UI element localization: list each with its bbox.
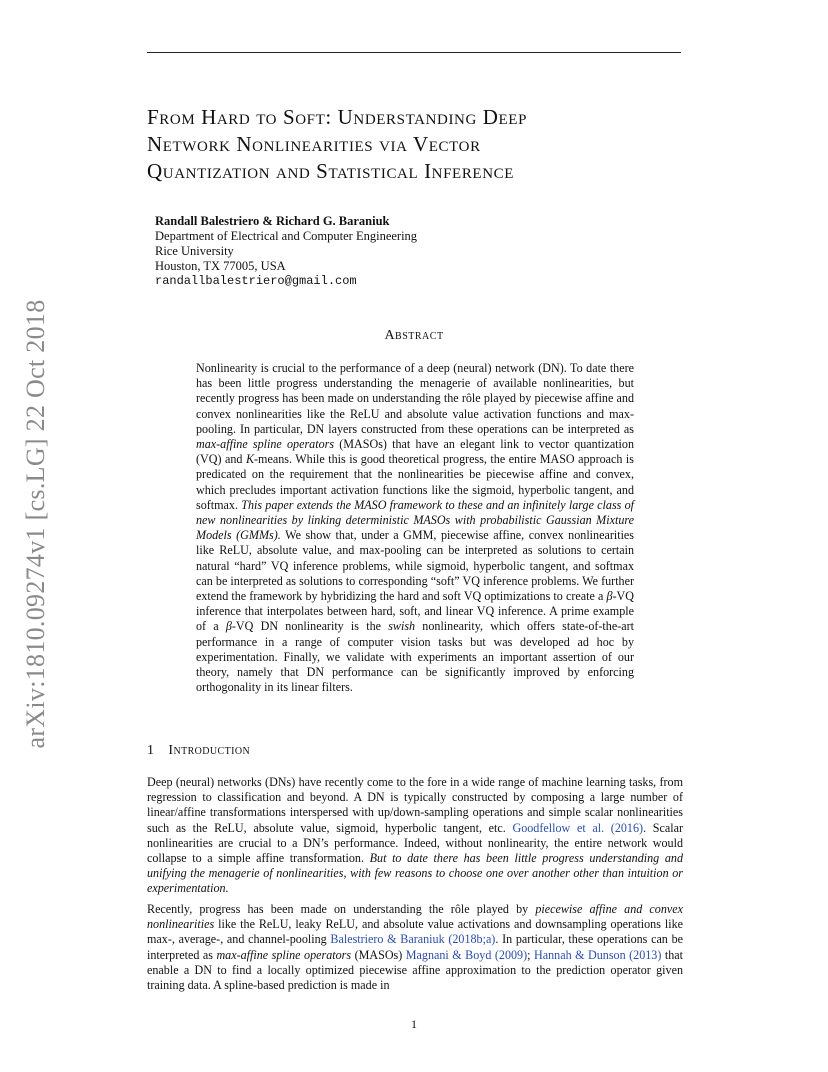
author-names: Randall Balestriero & Richard G. Baraniuk bbox=[155, 214, 390, 228]
author-block bbox=[155, 214, 417, 289]
paragraph-emphasis: But to date there has been little progress understanding and unifying the menagerie of nonlinearities, with few reasons to choose one over another other than intuition or experimentation. bbox=[147, 851, 683, 896]
citation-link[interactable]: Hannah & Dunson (2013) bbox=[534, 947, 662, 962]
citation-link[interactable]: Balestriero & Baraniuk (2018b;a) bbox=[330, 932, 496, 947]
paragraph-text: like the ReLU, leaky ReLU, and absolute value activations and downsampling operations like max-, average-, and channel-pooling bbox=[147, 917, 683, 947]
abstract-emphasis: This paper extends the MASO framework to these and an infinitely large class of new nonlinearities by linking deterministic MASOs with probabilistic Gaussian Mixture Models (GMMs). bbox=[196, 497, 634, 543]
page-number: 1 bbox=[411, 1017, 417, 1031]
header-rule bbox=[147, 52, 681, 53]
section-title: Introduction bbox=[168, 743, 251, 758]
abstract-heading: Abstract bbox=[384, 328, 444, 343]
title-line-3: Quantization and Statistical Inference bbox=[147, 159, 514, 183]
math-beta: β bbox=[606, 589, 613, 604]
intro-paragraph-1 bbox=[147, 775, 683, 897]
paragraph-emphasis: piecewise affine and convex nonlinearities bbox=[147, 902, 683, 932]
abstract-text: -VQ DN nonlinearity is the bbox=[231, 619, 389, 634]
abstract-text: Nonlinearity is crucial to the performance of a deep (neural) network (DN). To date there has been little progress understanding the menagerie of available nonlinearities, but recently progress has been made on understanding the rôle played by piecewise affine and convex nonlinearities like the ReLU and absolute value activation functions and max-pooling. In particular, DN layers constructed from these operations can be interpreted as bbox=[196, 361, 634, 436]
paragraph-text: . Scalar nonlinearities are crucial to a DN’s performance. Indeed, without nonlinearity, the entire network would collapse to a simple affine transformation. bbox=[147, 820, 683, 866]
section-number: 1 bbox=[147, 743, 155, 758]
math-beta: β bbox=[225, 619, 232, 634]
author-department: Department of Electrical and Computer Engineering bbox=[155, 229, 418, 243]
abstract-body bbox=[196, 361, 634, 695]
abstract-text: -VQ inference that interpolates between hard, soft, and linear VQ inference. A prime example of a bbox=[196, 589, 634, 634]
author-email[interactable]: randallbalestriero@gmail.com bbox=[155, 274, 357, 288]
author-university: Rice University bbox=[155, 244, 234, 258]
citation-link[interactable]: Magnani & Boyd (2009) bbox=[405, 947, 528, 962]
section-heading bbox=[147, 743, 250, 759]
paper-title bbox=[147, 104, 687, 185]
paragraph-text: Recently, progress has been made on understanding the rôle played by bbox=[147, 902, 536, 916]
abstract-emphasis: max-affine spline operators bbox=[196, 437, 335, 452]
abstract-emphasis: swish bbox=[388, 619, 416, 634]
abstract-text: -means. While this is good theoretical progress, the entire MASO approach is predicated on the requirement that the nonlinearities be piecewise affine and convex, which precludes important activation functions like the sigmoid, hyperbolic tangent, and softmax. bbox=[196, 452, 634, 512]
math-k: K bbox=[245, 452, 255, 467]
paragraph-text: . In particular, these operations can be interpreted as bbox=[147, 932, 683, 962]
paragraph-text: (MASOs) bbox=[351, 947, 406, 962]
arxiv-stamp-text: arXiv:1810.09274v1 [cs.LG] 22 Oct 2018 bbox=[21, 299, 50, 749]
abstract-text: We show that, under a GMM, piecewise affine, convex nonlinearities like ReLU, absolute value, and max-pooling can be interpreted as solutions to certain natural “hard” VQ inference problems, while sigmoid, hyperbolic tangent, and softmax can be interpreted as solutions to corresponding “soft” VQ inference problems. We further extend the framework by hybridizing the hard and soft VQ optimizations to create a bbox=[196, 528, 634, 604]
paragraph-text: Deep (neural) networks (DNs) have recently come to the fore in a wide range of machine learning tasks, from regression to classification and beyond. A DN is typically constructed by composing a large number of linear/affine transformations interspersed with up/down-sampling operations and simple scalar nonlinearities such as the ReLU, absolute value, sigmoid, hyperbolic tangent, etc. bbox=[147, 775, 683, 835]
author-address: Houston, TX 77005, USA bbox=[155, 259, 286, 273]
title-line-2: Network Nonlinearities via Vector bbox=[147, 132, 481, 156]
abstract-text: nonlinearity, which offers state-of-the-art performance in a range of computer vision tasks but was developed ad hoc by experimentation. Finally, we validate with experiments an important assertion of our theory, namely that DN performance can be significantly improved by enforcing orthogonality in its linear filters. bbox=[196, 619, 634, 695]
intro-paragraph-2 bbox=[147, 902, 683, 993]
citation-link[interactable]: Goodfellow et al. (2016) bbox=[512, 820, 644, 835]
paragraph-text: that enable a DN to find a locally optimized piecewise affine approximation to the prediction operator given training data. A spline-based prediction is made in bbox=[147, 947, 684, 993]
title-line-1: From Hard to Soft: Understanding Deep bbox=[147, 105, 528, 129]
abstract-text: (MASOs) that have an elegant link to vector quantization (VQ) and bbox=[196, 437, 634, 467]
paragraph-text: ; bbox=[527, 947, 534, 962]
paragraph-emphasis: max-affine spline operators bbox=[216, 947, 352, 962]
